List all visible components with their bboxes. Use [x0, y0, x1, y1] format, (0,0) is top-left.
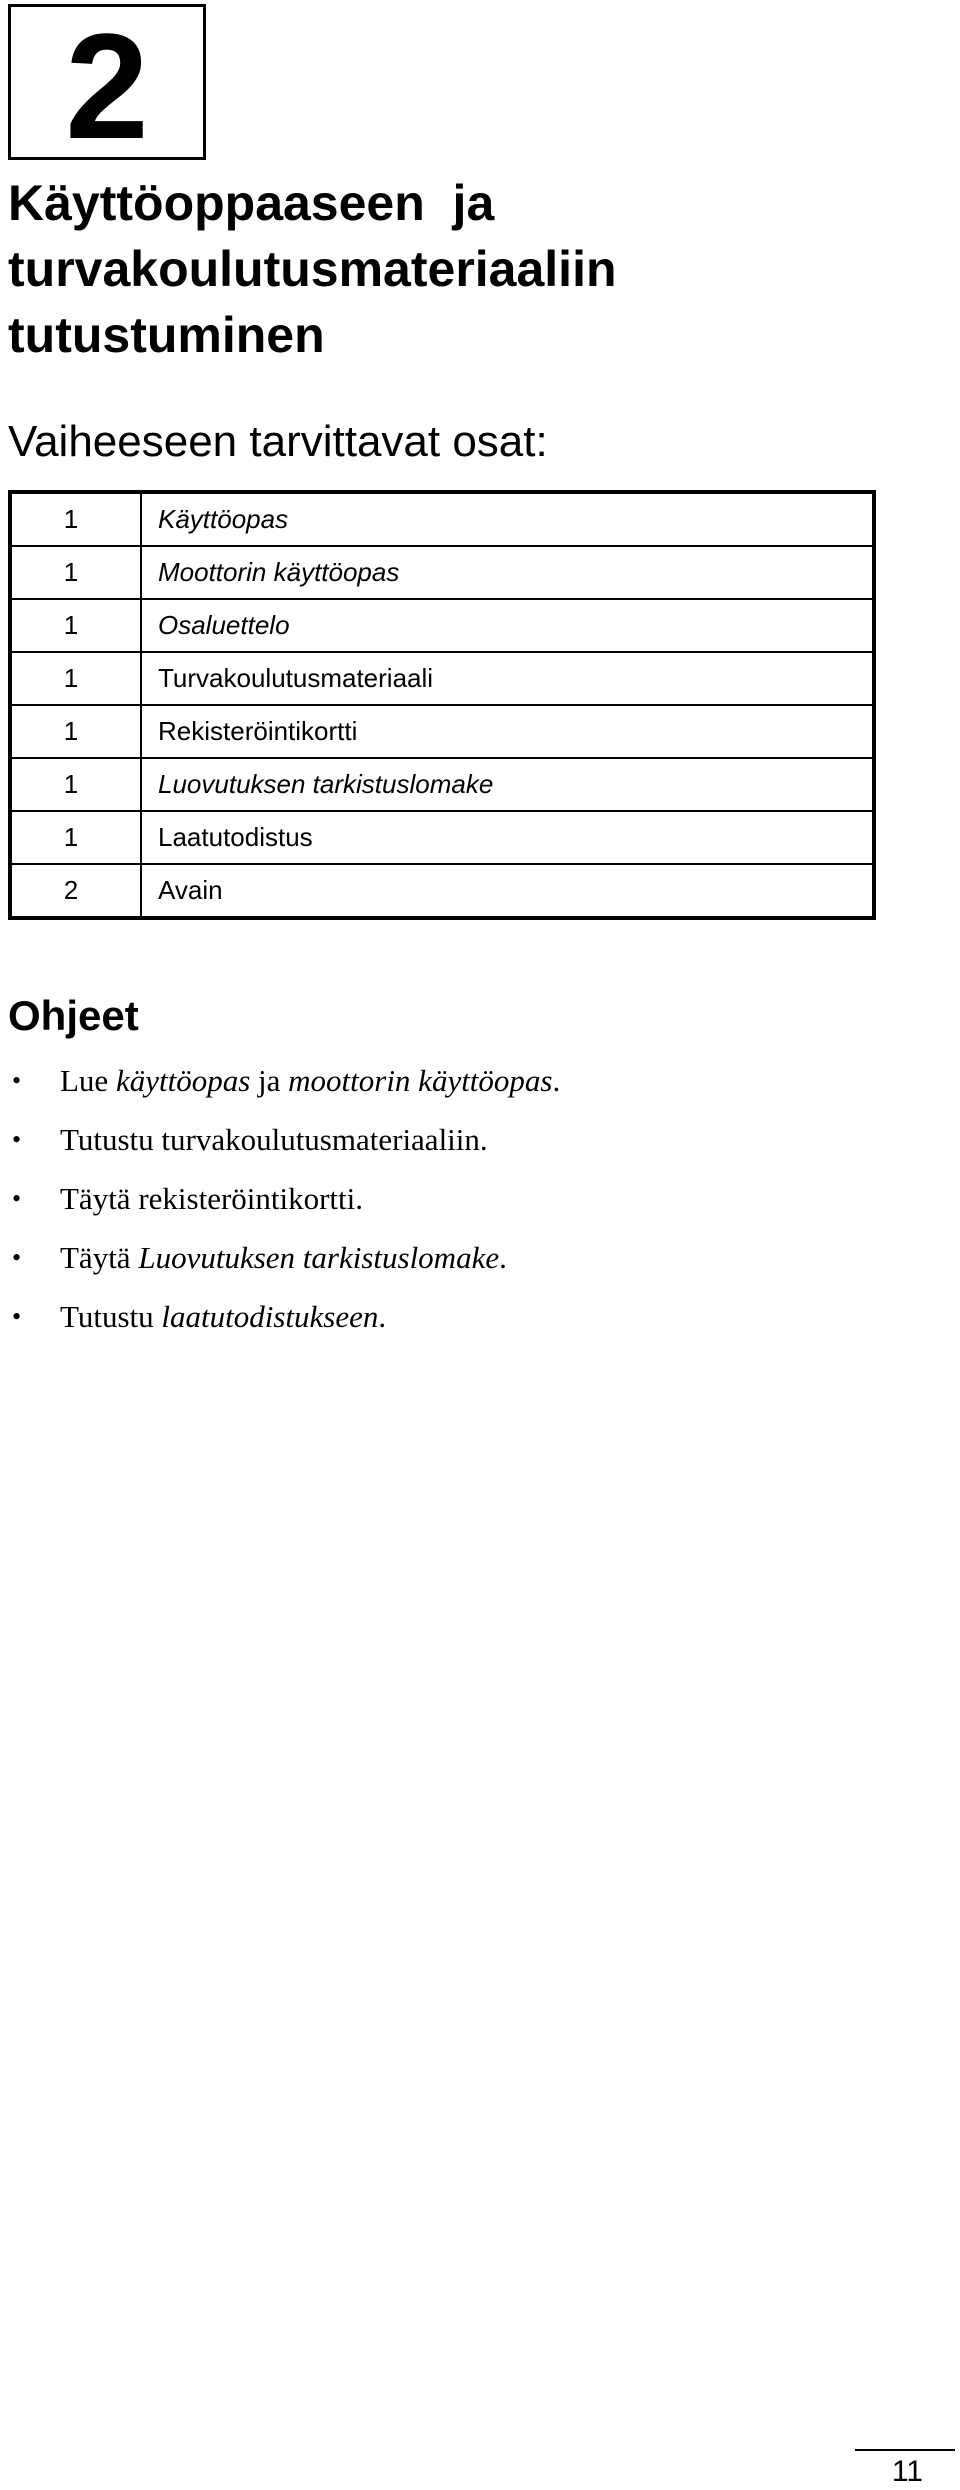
part-quantity: 1	[10, 546, 141, 599]
instruction-text: .	[378, 1299, 387, 1334]
chapter-number-box	[8, 2, 206, 170]
part-name: Avain	[141, 864, 874, 918]
list-item	[0, 1060, 560, 1119]
part-name: Rekisteröintikortti	[141, 705, 874, 758]
table-row	[10, 652, 874, 705]
instruction-text: Tutustu turvakoulutusmateriaaliin.	[60, 1122, 488, 1157]
part-quantity: 1	[10, 492, 141, 546]
table-row	[10, 492, 874, 546]
parts-heading: Vaiheeseen tarvittavat osat:	[8, 417, 548, 466]
chapter-title-line-3: tutustuminen	[8, 307, 325, 363]
part-name: Laatutodistus	[141, 811, 874, 864]
part-name: Osaluettelo	[141, 599, 874, 652]
parts-table	[8, 490, 876, 920]
instruction-text: Täytä rekisteröintikortti.	[60, 1181, 364, 1216]
footer-rule	[855, 2449, 955, 2451]
chapter-number: 2	[65, 2, 149, 170]
instruction-text: Lue	[60, 1063, 116, 1098]
page-number: 11	[891, 2455, 923, 2488]
bullet-icon: •	[12, 1184, 22, 1213]
part-name: Käyttöopas	[141, 492, 874, 546]
list-item	[0, 1178, 560, 1237]
chapter-title-line-1: Käyttöoppaaseen ja	[8, 175, 495, 231]
instruction-text: Tutustu	[60, 1299, 162, 1334]
list-item	[0, 1119, 560, 1178]
part-name: Luovutuksen tarkistuslomake	[141, 758, 874, 811]
part-quantity: 1	[10, 758, 141, 811]
instruction-text: .	[499, 1240, 507, 1275]
bullet-icon: •	[12, 1302, 22, 1331]
instruction-text: .	[552, 1063, 561, 1098]
table-row	[10, 546, 874, 599]
instruction-emphasis: käyttöopas	[115, 1063, 251, 1098]
table-row	[10, 705, 874, 758]
instruction-text: Täytä	[60, 1240, 139, 1275]
instruction-emphasis: laatutodistukseen	[161, 1299, 379, 1334]
instructions-list	[0, 1060, 560, 1355]
part-quantity: 1	[10, 705, 141, 758]
part-quantity: 1	[10, 599, 141, 652]
part-name: Turvakoulutusmateriaali	[141, 652, 874, 705]
instruction-emphasis: moottorin käyttöopas	[288, 1063, 553, 1098]
instruction-emphasis: Luovutuksen tarkistuslomake	[138, 1240, 500, 1275]
bullet-icon: •	[12, 1125, 22, 1154]
part-quantity: 1	[10, 811, 141, 864]
instruction-text: ja	[250, 1063, 289, 1098]
list-item	[0, 1296, 560, 1355]
table-row	[10, 758, 874, 811]
chapter-title-line-2: turvakoulutusmateriaaliin	[8, 241, 617, 297]
table-row	[10, 864, 874, 918]
part-quantity: 2	[10, 864, 141, 918]
part-name: Moottorin käyttöopas	[141, 546, 874, 599]
bullet-icon: •	[12, 1243, 22, 1272]
table-row	[10, 811, 874, 864]
part-quantity: 1	[10, 652, 141, 705]
chapter-title	[8, 170, 908, 368]
table-row	[10, 599, 874, 652]
bullet-icon: •	[12, 1066, 22, 1095]
instructions-heading: Ohjeet	[8, 992, 139, 1039]
list-item	[0, 1237, 560, 1296]
